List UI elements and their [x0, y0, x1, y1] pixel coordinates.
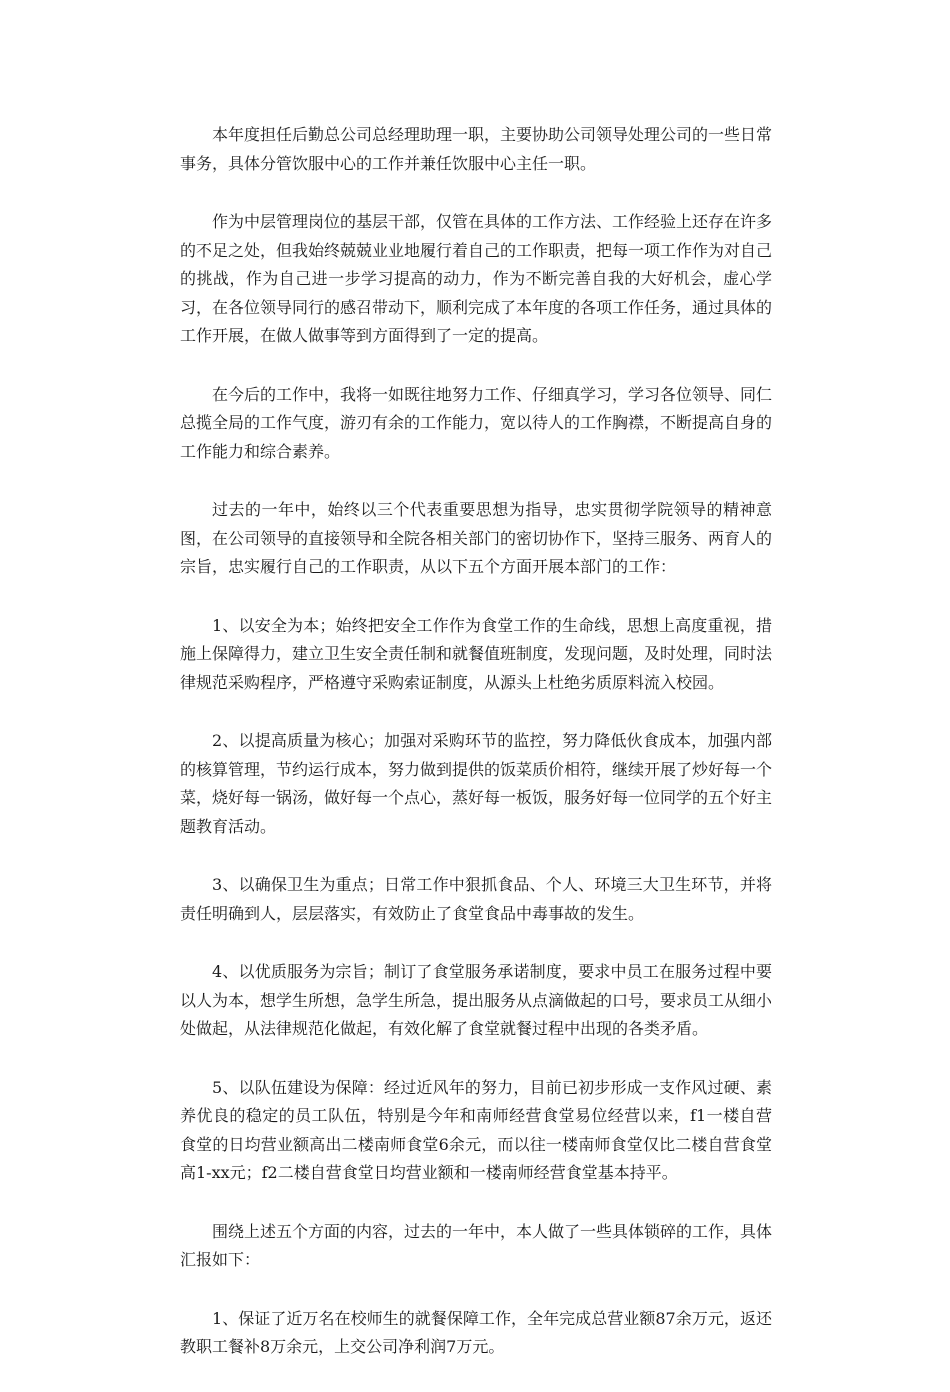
- paragraph-item-quality: 2、以提高质量为核心；加强对采购环节的监控，努力降低伙食成本，加强内部的核算管理，节约运行成本，努力做到提供的饭菜质价相符，继续开展了炒好每一个菜，烧好每一锅汤，做好每一个点心，蒸好每一板饭，服务好每一位同学的五个好主题教育活动。: [180, 731, 773, 836]
- paragraph-item-safety: 1、以安全为本；始终把安全工作作为食堂工作的生命线，思想上高度重视，措施上保障得力，建立卫生安全责任制和就餐值班制度，发现问题，及时处理，同时法律规范采购程序，严格遵守采购索证制度，从源头上杜绝劣质原料流入校园。: [180, 615, 773, 692]
- paragraph-overview: 过去的一年中，始终以三个代表重要思想为指导，忠实贯彻学院领导的精神意图，在公司领导的直接领导和全院各相关部门的密切协作下，坚持三服务、两育人的宗旨，忠实履行自己的工作职责，从以下五个方面开展本部门的工作：: [180, 500, 773, 576]
- paragraph-future-work: 在今后的工作中，我将一如既往地努力工作、仔细真学习，学习各位领导、同仁总揽全局的工作气度，游刃有余的工作能力，宽以待人的工作胸襟，不断提高自身的工作能力和综合素养。: [180, 384, 773, 461]
- document-body: [180, 121, 772, 1392]
- paragraph-self-assessment: 作为中层管理岗位的基层干部，仅管在具体的工作方法、工作经验上还存在许多的不足之处，但我始终兢兢业业地履行着自己的工作职责，把每一项工作作为对自己的挑战，作为自己进一步学习提高的动力，作为不断完善自我的大好机会，虚心学习，在各位领导同行的感召带动下，顺利完成了本年度的各项工作任务，通过具体的工作开展，在做人做事等到方面得到了一定的提高。: [180, 212, 773, 345]
- paragraph-report-item-1: 1、保证了近万名在校师生的就餐保障工作，全年完成总营业额87余万元，返还教职工餐补8万余元，上交公司净利润7万元。: [180, 1308, 772, 1356]
- paragraph-item-hygiene: 3、以确保卫生为重点；日常工作中狠抓食品、个人、环境三大卫生环节，并将责任明确到人，层层落实，有效防止了食堂食品中毒事故的发生。: [180, 875, 772, 923]
- paragraph-report-intro: 围绕上述五个方面的内容，过去的一年中，本人做了一些具体锁碎的工作，具体汇报如下：: [180, 1221, 773, 1269]
- paragraph-item-team: 5、以队伍建设为保障：经过近风年的努力，目前已初步形成一支作风过硬、素养优良的稳定的员工队伍，特别是今年和南师经营食堂易位经营以来，f1一楼自营食堂的日均营业额高出二楼南师食堂6余元，而以往一楼南师食堂仅比二楼自营食堂高1-xx元；f2二楼自营食堂日均营业额和一楼南师经营食堂基本持平。: [180, 1077, 772, 1182]
- paragraph-item-service: 4、以优质服务为宗旨；制订了食堂服务承诺制度，要求中员工在服务过程中要以人为本，想学生所想，急学生所急，提出服务从点滴做起的口号，要求员工从细小处做起，从法律规范化做起，有效化解了食堂就餐过程中出现的各类矛盾。: [180, 962, 773, 1038]
- paragraph-intro: 本年度担任后勤总公司总经理助理一职，主要协助公司领导处理公司的一些日常事务，具体分管饮服中心的工作并兼任饮服中心主任一职。: [180, 125, 773, 173]
